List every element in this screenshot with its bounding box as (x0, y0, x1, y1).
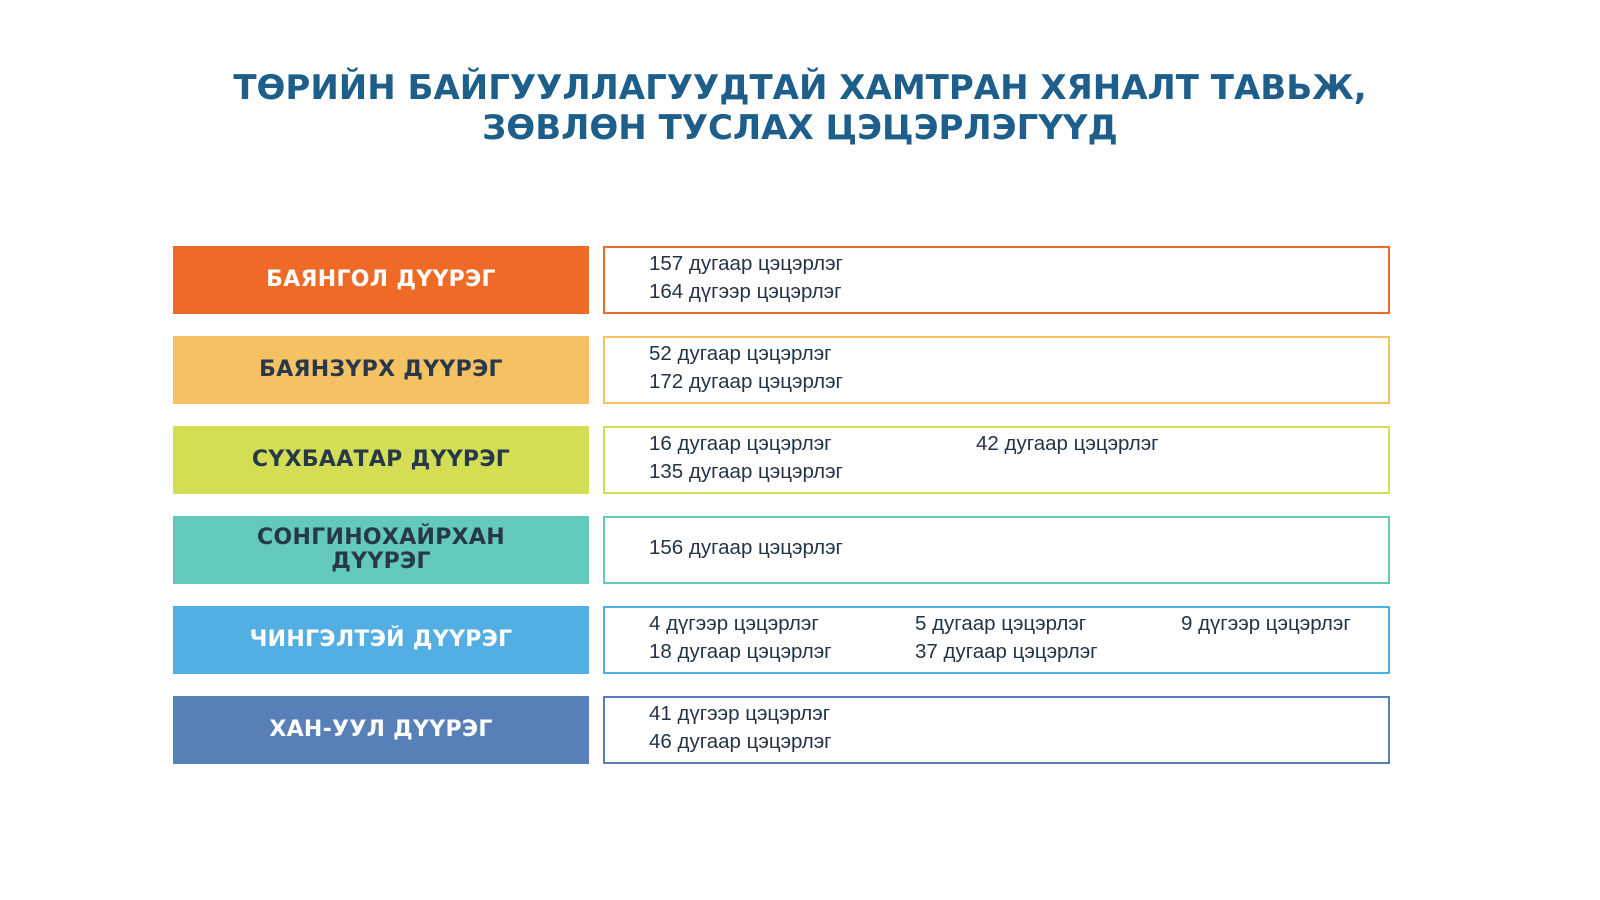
kindergarten-box-songinokhairkhan (603, 516, 1390, 584)
title-line-1: ТӨРИЙН БАЙГУУЛЛАГУУДТАЙ ХАМТРАН ХЯНАЛТ ТАВЬЖ, (233, 68, 1367, 108)
kindergarten-item: 156 дугаар цэцэрлэг (649, 536, 844, 559)
title-line-2: ЗӨВЛӨН ТУСЛАХ ЦЭЦЭРЛЭГҮҮД (482, 108, 1118, 148)
kindergarten-box-bayangol (603, 246, 1390, 314)
kindergarten-item: 18 дугаар цэцэрлэг (649, 640, 832, 663)
page-title (0, 68, 1600, 148)
kindergarten-item: 157 дугаар цэцэрлэг (649, 252, 844, 275)
district-row-bayangol (173, 246, 1390, 314)
kindergarten-item: 37 дугаар цэцэрлэг (915, 640, 1098, 663)
kindergarten-box-chingeltei (603, 606, 1390, 674)
district-label-songinokhairkhan (173, 516, 589, 584)
district-label-khan-uul: ХАН-УУЛ ДҮҮРЭГ (173, 696, 589, 764)
kindergarten-item: 135 дугаар цэцэрлэг (649, 460, 844, 483)
kindergarten-item: 164 дүгээр цэцэрлэг (649, 280, 842, 303)
kindergarten-item: 4 дүгээр цэцэрлэг (649, 612, 819, 635)
kindergarten-item: 172 дугаар цэцэрлэг (649, 370, 844, 393)
kindergarten-item: 46 дугаар цэцэрлэг (649, 730, 832, 753)
kindergarten-item: 9 дүгээр цэцэрлэг (1181, 612, 1351, 635)
district-label-sukhbaatar: СҮХБААТАР ДҮҮРЭГ (173, 426, 589, 494)
kindergarten-item: 5 дугаар цэцэрлэг (915, 612, 1087, 635)
kindergarten-item: 52 дугаар цэцэрлэг (649, 342, 832, 365)
district-row-sukhbaatar (173, 426, 1390, 494)
district-label-line-2: ДҮҮРЭГ (331, 549, 431, 574)
kindergarten-item: 42 дугаар цэцэрлэг (976, 432, 1159, 455)
district-row-khan-uul (173, 696, 1390, 764)
kindergarten-box-sukhbaatar (603, 426, 1390, 494)
district-label-bayanzurkh: БАЯНЗҮРХ ДҮҮРЭГ (173, 336, 589, 404)
district-label-chingeltei: ЧИНГЭЛТЭЙ ДҮҮРЭГ (173, 606, 589, 674)
kindergarten-box-khan-uul (603, 696, 1390, 764)
district-row-songinokhairkhan (173, 516, 1390, 584)
kindergarten-item: 16 дугаар цэцэрлэг (649, 432, 832, 455)
district-label-bayangol: БАЯНГОЛ ДҮҮРЭГ (173, 246, 589, 314)
district-list (173, 246, 1390, 786)
district-row-bayanzurkh (173, 336, 1390, 404)
kindergarten-item: 41 дүгээр цэцэрлэг (649, 702, 831, 725)
district-label-line-1: СОНГИНОХАЙРХАН (257, 525, 505, 550)
kindergarten-box-bayanzurkh (603, 336, 1390, 404)
district-row-chingeltei (173, 606, 1390, 674)
